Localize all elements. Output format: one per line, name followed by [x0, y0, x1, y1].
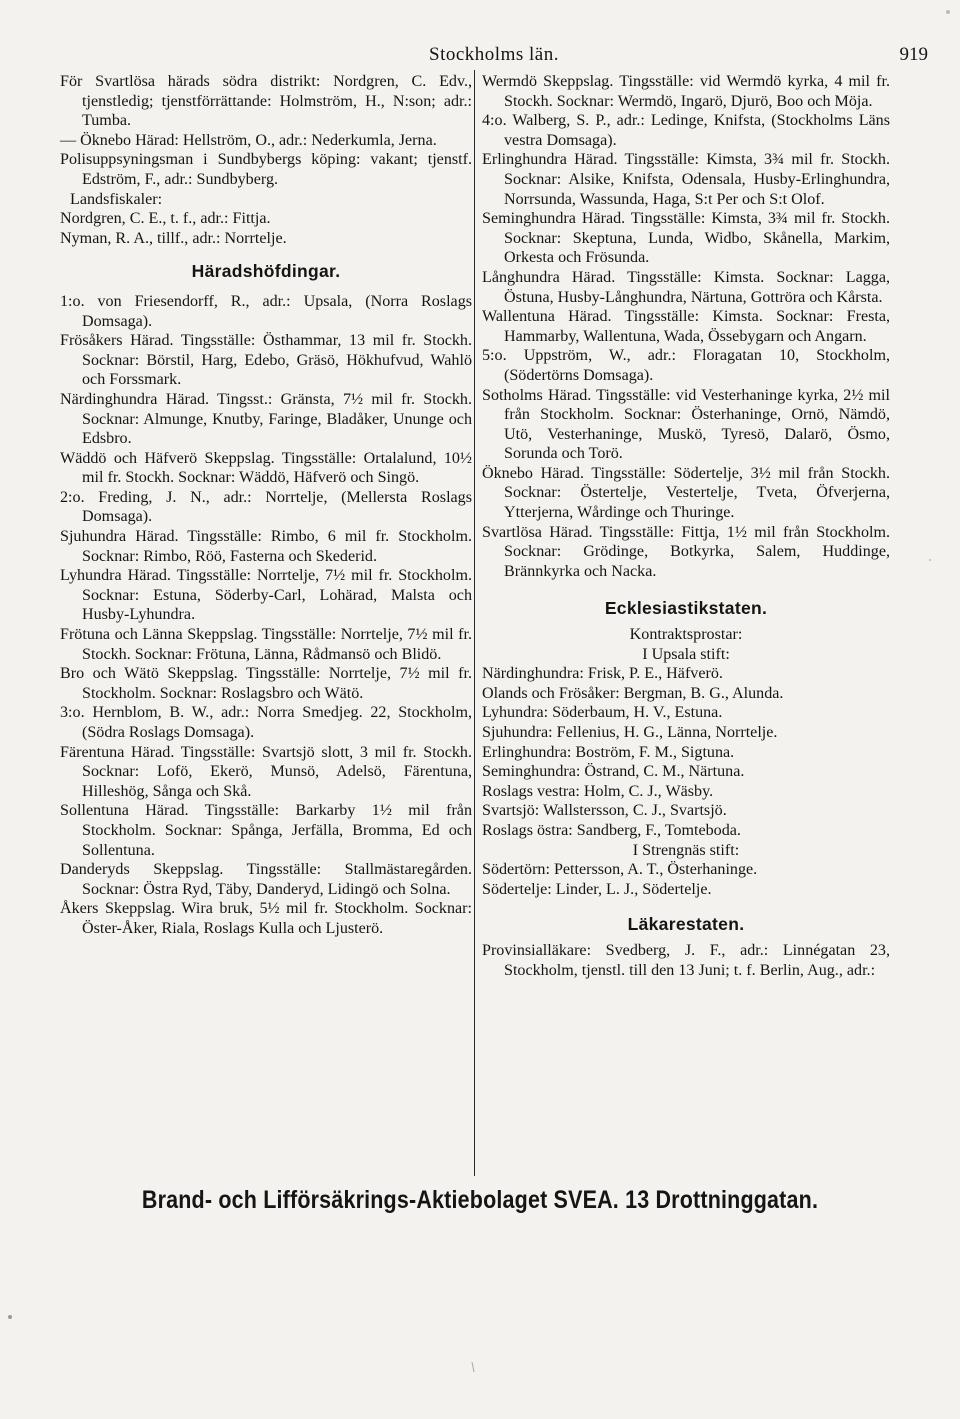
entry-oknebo: Öknebo Härad. Tingsställe: Södertelje, 3½ mil från Stockh. Socknar: Östertelje, Vestertelje, Tveta, Öfverjerna, Ytterjerna, Wårdinge och Thuringe. — [482, 464, 890, 522]
page-number: 919 — [899, 44, 928, 65]
entry-provinsiallakare: Provinsialläkare: Svedberg, J. F., adr.: Linnégatan 23, Stockholm, tjenstl. till den 13 Juni; t. f. Berlin, Aug., adr.: — [482, 941, 890, 979]
entry-wallentuna: Wallentuna Härad. Tingsställe: Kimsta. Socknar: Fresta, Hammarby, Wallentuna, Wada, Össebygarn och Angarn. — [482, 308, 890, 345]
entry-prost-seminghundra: Seminghundra: Östrand, C. M., Närtuna. — [482, 763, 745, 781]
entry-freding: 2:o. Freding, J. N., adr.: Norrtelje, (Mellersta Roslags Domsaga). — [60, 488, 472, 526]
entry-frosakers: Frösåkers Härad. Tingsställe: Östhammar, 13 mil fr. Stockh. Socknar: Börstil, Harg, Edebo, Gräsö, Hökhufvud, Wahlö och Forssmark. — [60, 332, 472, 389]
entry-nordgren: Nordgren, C. E., t. f., adr.: Fittja. — [60, 210, 271, 228]
entry-prost-roslags-vestra: Roslags vestra: Holm, C. J., Wäsby. — [482, 782, 714, 800]
subheading-landsfiskaler: Landsfiskaler: — [70, 190, 163, 208]
heading-haradshofdingar: Häradshöfdingar. — [191, 261, 341, 282]
heading-lakarestaten: Läkarestaten. — [627, 914, 745, 935]
entry-prost-roslags-ostra: Roslags östra: Sandberg, F., Tomteboda. — [482, 821, 741, 839]
entry-sollentuna: Sollentuna Härad. Tingsställe: Barkarby 1½ mil från Stockholm. Socknar: Spånga, Jerfälla, Bromma, Ed och Sollentuna. — [60, 802, 472, 859]
entry-nyman: Nyman, R. A., tillf., adr.: Norrtelje. — [60, 229, 287, 247]
entry-sjuhundra: Sjuhundra Härad. Tingsställe: Rimbo, 6 mil fr. Stockholm. Socknar: Rimbo, Röö, Fasterna och Skederid. — [60, 528, 472, 565]
entry-prost-svartsjo: Svartsjö: Wallstersson, C. J., Svartsjö. — [482, 802, 727, 820]
entry-farentuna: Färentuna Härad. Tingsställe: Svartsjö slott, 3 mil fr. Stockh. Socknar: Lofö, Ekerö, Munsö, Adelsö, Färentuna, Hilleshög, Sånga och Skå. — [60, 743, 472, 800]
entry-wermdo: Wermdö Skeppslag. Tingsställe: vid Wermdö kyrka, 4 mil fr. Stockh. Socknar: Wermdö, Ingarö, Djurö, Boo och Möja. — [482, 73, 890, 110]
entry-prost-sjuhundra: Sjuhundra: Fellenius, H. G., Länna, Norrtelje. — [482, 724, 778, 741]
entry-seminghundra: Seminghundra Härad. Tingsställe: Kimsta, 3¾ mil fr. Stockh. Socknar: Skeptuna, Lunda, Widbo, Skånella, Markim, Orkesta och Frösunda. — [482, 210, 890, 267]
entry-prost-olands: Olands och Frösåker: Bergman, B. G., Alunda. — [482, 684, 784, 702]
entry-walberg: 4:o. Walberg, S. P., adr.: Ledinge, Knifsta, (Stockholms Läns vestra Domsaga). — [482, 112, 890, 149]
entry-prost-sodertelje: Södertelje: Linder, L. J., Södertelje. — [482, 880, 712, 898]
subheading-upsala-stift: I Upsala stift: — [642, 645, 730, 663]
entry-prost-sodertorn: Södertörn: Pettersson, A. T., Österhaninge. — [482, 861, 758, 879]
entry-bro-wato: Bro och Wätö Skeppslag. Tingsställe: Norrtelje, 7½ mil fr. Stockholm. Socknar: Roslagsbro och Wätö. — [60, 665, 472, 702]
entry-nardinghundra: Närdinghundra Härad. Tingsst.: Gränsta, 7½ mil fr. Stockh. Socknar: Almunge, Knutby, Faringe, Bladåker, Ununge och Edsbro. — [60, 390, 472, 448]
footer-advertisement: Brand- och Lifförsäkrings-Aktiebolaget SVEA. 13 Drottninggatan. — [141, 1186, 819, 1214]
subheading-strengnas-stift: I Strengnäs stift: — [632, 841, 740, 859]
entry-akers: Åkers Skeppslag. Wira bruk, 5½ mil fr. Stockholm. Socknar: Öster-Åker, Riala, Roslags Kulla och Ljusterö. — [60, 900, 472, 937]
entry-svartlosa: Svartlösa Härad. Tingsställe: Fittja, 1½ mil från Stockholm. Socknar: Grödinge, Botkyrka, Salem, Huddinge, Brännkyrka och Nacka. — [482, 523, 890, 580]
heading-ecklesiastikstaten: Ecklesiastikstaten. — [604, 598, 768, 619]
entry-langhundra: Långhundra Härad. Tingsställe: Kimsta. Socknar: Lagga, Östuna, Husby-Långhundra, Närtuna, Gottröra och Kårsta. — [482, 268, 890, 306]
entry-sundbyberg-police: Polisuppsyningsman i Sundbybergs köping: vakant; tjenstf. Edström, F., adr.: Sundbyberg. — [60, 151, 472, 188]
entry-prost-nardinghundra: Närdinghundra: Frisk, P. E., Häfverö. — [482, 665, 723, 683]
entry-prost-lyhundra: Lyhundra: Söderbaum, H. V., Estuna. — [482, 704, 723, 722]
entry-waddo: Wäddö och Häfverö Skeppslag. Tingsställe: Ortalalund, 10½ mil fr. Stockh. Socknar: Wäddö, Häfverö och Singö. — [60, 449, 472, 487]
entry-oknebo-police: — Öknebo Härad: Hellström, O., adr.: Nederkumla, Jerna. — [60, 131, 437, 149]
entry-danderyds: Danderyds Skeppslag. Tingsställe: Stallmästaregården. Socknar: Östra Ryd, Täby, Danderyd, Lidingö och Solna. — [60, 861, 472, 898]
entry-lyhundra: Lyhundra Härad. Tingsställe: Norrtelje, 7½ mil fr. Stockholm. Socknar: Estuna, Söderby-Carl, Lohärad, Malsta och Husby-Lyhundra. — [60, 567, 472, 624]
entry-svartlosa-police: För Svartlösa härads södra distrikt: Nordgren, C. Edv., tjenstledig; tjenstförrättande: Holmström, H., N:son; adr.: Tumba. — [60, 73, 472, 130]
entry-erlinghundra: Erlinghundra Härad. Tingsställe: Kimsta, 3¾ mil fr. Stockh. Socknar: Alsike, Knifsta, Odensala, Husby-Erlinghundra, Norrsunda, Wassunda, Haga, S:t Per och S:t Olof. — [482, 151, 890, 208]
subheading-kontraktsprostar: Kontraktsprostar: — [629, 626, 743, 644]
entry-frotuna: Frötuna och Länna Skeppslag. Tingsställe: Norrtelje, 7½ mil fr. Stockh. Socknar: Frötuna, Länna, Rådmansö och Blidö. — [60, 626, 472, 663]
entry-sotholms: Sotholms Härad. Tingsställe: vid Vesterhaninge kyrka, 2½ mil från Stockholm. Socknar: Österhaninge, Ornö, Nämdö, Utö, Vesterhaninge, Muskö, Tyresö, Dalarö, Ösmo, Sorunda och Torö. — [482, 386, 890, 463]
entry-prost-erlinghundra: Erlinghundra: Boström, F. M., Sigtuna. — [482, 743, 735, 761]
page-title: Stockholms län. — [429, 44, 559, 65]
entry-hernblom: 3:o. Hernblom, B. W., adr.: Norra Smedjeg. 22, Stockholm, (Södra Roslags Domsaga). — [60, 704, 472, 741]
entry-uppstrom: 5:o. Uppström, W., adr.: Floragatan 10, Stockholm, (Södertörns Domsaga). — [482, 347, 890, 384]
entry-friesendorff: 1:o. von Friesendorff, R., adr.: Upsala, (Norra Roslags Domsaga). — [60, 292, 472, 330]
